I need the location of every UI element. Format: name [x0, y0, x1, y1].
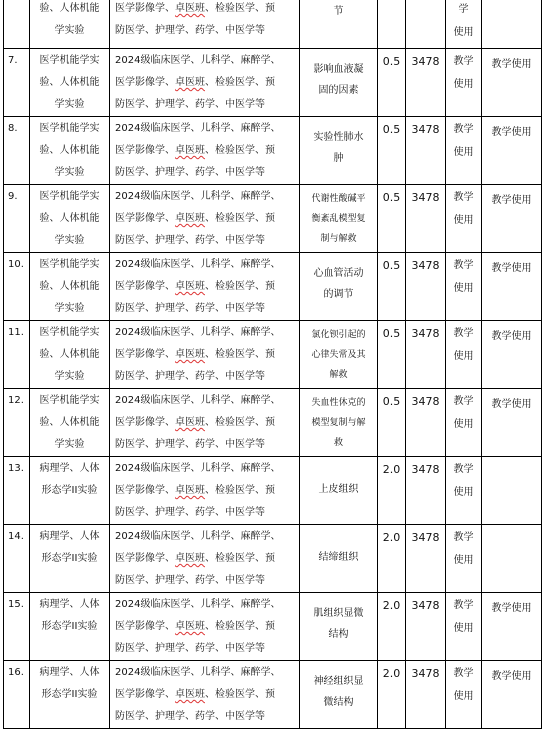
type-line: 使用: [453, 555, 474, 566]
major-line: 医学影像学、卓医班、检验医学、预: [115, 145, 275, 156]
table-row: [4, 49, 542, 117]
hours-cell: [378, 185, 406, 253]
course-line: 验、人体机能: [39, 281, 100, 292]
type-cell: [446, 253, 482, 321]
course-line: 学实验: [54, 25, 85, 36]
type-cell: [446, 593, 482, 661]
type-line: 教学: [453, 600, 474, 611]
major-line: 防医学、护理学、药学、中医学等: [115, 643, 265, 654]
hours-cell: [378, 49, 406, 117]
row-number: 10.: [8, 259, 24, 270]
code-value: 3478: [411, 667, 440, 680]
major-cell: [110, 661, 300, 729]
topic-line: 结构: [328, 629, 349, 640]
major-line: 防医学、护理学、药学、中医学等: [115, 711, 265, 722]
course-line: 医学机能学实: [39, 55, 100, 66]
major-line: 防医学、护理学、药学、中医学等: [115, 507, 265, 518]
course-cell: [30, 661, 110, 729]
hours-value: 2.0: [382, 599, 401, 612]
hours-cell: [378, 457, 406, 525]
type-line: 教学: [453, 328, 474, 339]
hours-cell: [378, 389, 406, 457]
major-line: 防医学、护理学、药学、中医学等: [115, 167, 265, 178]
code-value: 3478: [411, 191, 440, 204]
major-cell: [110, 253, 300, 321]
code-value: 3478: [411, 463, 440, 476]
use-value: 教学使用: [491, 263, 532, 274]
topic-cell: [300, 593, 378, 661]
course-line: 病理学、人体: [39, 599, 100, 610]
type-line: 教学: [453, 124, 474, 135]
type-cell: [446, 49, 482, 117]
type-cell: [446, 117, 482, 185]
major-cell: [110, 117, 300, 185]
use-value: 教学使用: [491, 127, 532, 138]
major-line: 防医学、护理学、药学、中医学等: [115, 575, 265, 586]
topic-line: 心律失常及其: [311, 350, 366, 360]
hours-cell: [378, 525, 406, 593]
topic-cell: [300, 525, 378, 593]
course-line: 形态学II实验: [41, 485, 98, 496]
code-cell: [406, 593, 446, 661]
hours-cell: [378, 321, 406, 389]
type-line: 使用: [453, 79, 474, 90]
course-line: 形态学II实验: [41, 553, 98, 564]
type-line: 教学: [453, 396, 474, 407]
type-line: 使用: [453, 623, 474, 634]
topic-line: 固的因素: [318, 85, 359, 96]
hours-value: 0.5: [382, 395, 401, 408]
major-line: 医学影像学、卓医班、检验医学、预: [115, 689, 275, 700]
row-number-cell: [4, 389, 30, 457]
type-line: 教学: [453, 56, 474, 67]
type-line: 使用: [453, 283, 474, 294]
type-cell: [446, 0, 482, 49]
major-line: 2024级临床医学、儿科学、麻醉学、: [115, 463, 281, 474]
hours-cell: [378, 253, 406, 321]
code-cell: [406, 117, 446, 185]
code-value: 3478: [411, 259, 440, 272]
table-body: [4, 0, 542, 729]
use-cell: [482, 117, 542, 185]
hours-value: 0.5: [382, 259, 401, 272]
hours-value: 2.0: [382, 531, 401, 544]
topic-line: 影响血液凝: [313, 64, 364, 75]
row-number-cell: [4, 321, 30, 389]
row-number: 15.: [8, 599, 24, 610]
major-line: 防医学、护理学、药学、中医学等: [115, 25, 265, 36]
row-number-cell: [4, 253, 30, 321]
course-cell: [30, 185, 110, 253]
type-line: 使用: [453, 419, 474, 430]
table-row: [4, 185, 542, 253]
topic-line: 结缔组织: [318, 552, 359, 563]
course-line: 学实验: [54, 371, 85, 382]
code-cell: [406, 49, 446, 117]
row-number-cell: [4, 185, 30, 253]
hours-value: 0.5: [382, 55, 401, 68]
major-line: 防医学、护理学、药学、中医学等: [115, 99, 265, 110]
course-cell: [30, 253, 110, 321]
row-number-cell: [4, 457, 30, 525]
use-cell: [482, 661, 542, 729]
hours-value: 2.0: [382, 667, 401, 680]
topic-line: 的调节: [323, 289, 354, 300]
course-cell: [30, 389, 110, 457]
topic-cell: [300, 661, 378, 729]
topic-line: 救: [333, 438, 343, 448]
type-cell: [446, 661, 482, 729]
table-row: [4, 389, 542, 457]
code-value: 3478: [411, 531, 440, 544]
code-cell: [406, 457, 446, 525]
major-line: 医学影像学、卓医班、检验医学、预: [115, 349, 275, 360]
major-cell: [110, 525, 300, 593]
type-cell: [446, 525, 482, 593]
topic-line: 节: [333, 6, 344, 17]
major-line: 2024级临床医学、儿科学、麻醉学、: [115, 531, 281, 542]
course-line: 验、人体机能: [39, 213, 100, 224]
code-value: 3478: [411, 55, 440, 68]
topic-line: 肿: [333, 153, 344, 164]
topic-cell: [300, 0, 378, 49]
type-cell: [446, 321, 482, 389]
code-cell: [406, 321, 446, 389]
row-number: 7.: [8, 55, 18, 66]
type-cell: [446, 389, 482, 457]
row-number: 11.: [8, 327, 24, 338]
table-row: [4, 0, 542, 49]
type-line: 使用: [453, 27, 474, 38]
row-number-cell: [4, 593, 30, 661]
course-line: 医学机能学实: [39, 395, 100, 406]
code-value: 3478: [411, 327, 440, 340]
row-number: 16.: [8, 667, 24, 678]
row-number-cell: [4, 0, 30, 49]
major-cell: [110, 0, 300, 49]
row-number-cell: [4, 525, 30, 593]
major-cell: [110, 321, 300, 389]
topic-cell: [300, 389, 378, 457]
course-cell: [30, 49, 110, 117]
row-number: 12.: [8, 395, 24, 406]
use-cell: [482, 185, 542, 253]
course-line: 学实验: [54, 235, 85, 246]
code-cell: [406, 0, 446, 49]
course-line: 学实验: [54, 303, 85, 314]
course-line: 学实验: [54, 99, 85, 110]
course-line: 验、人体机能: [39, 77, 100, 88]
major-line: 医学影像学、卓医班、检验医学、预: [115, 621, 275, 632]
use-value: 教学使用: [491, 195, 532, 206]
course-line: 病理学、人体: [39, 463, 100, 474]
topic-cell: [300, 117, 378, 185]
use-value: 教学使用: [491, 399, 532, 410]
code-cell: [406, 389, 446, 457]
major-line: 2024级临床医学、儿科学、麻醉学、: [115, 599, 281, 610]
hours-value: 0.5: [382, 327, 401, 340]
type-line: 使用: [453, 147, 474, 158]
major-line: 医学影像学、卓医班、检验医学、预: [115, 553, 275, 564]
major-line: 2024级临床医学、儿科学、麻醉学、: [115, 123, 281, 134]
use-cell: [482, 49, 542, 117]
major-line: 防医学、护理学、药学、中医学等: [115, 235, 265, 246]
course-line: 形态学II实验: [41, 621, 98, 632]
major-line: 2024级临床医学、儿科学、麻醉学、: [115, 327, 281, 338]
type-line: 使用: [453, 487, 474, 498]
code-value: 3478: [411, 599, 440, 612]
row-number: 14.: [8, 531, 24, 542]
major-line: 2024级临床医学、儿科学、麻醉学、: [115, 667, 281, 678]
type-line: 使用: [453, 691, 474, 702]
use-value: 教学使用: [491, 331, 532, 342]
use-cell: [482, 593, 542, 661]
type-line: 教学: [453, 668, 474, 679]
major-line: 医学影像学、卓医班、检验医学、预: [115, 281, 275, 292]
type-line: 教学: [453, 260, 474, 271]
major-line: 防医学、护理学、药学、中医学等: [115, 303, 265, 314]
topic-line: 代谢性酸碱平: [311, 194, 366, 204]
topic-line: 上皮组织: [318, 484, 359, 495]
type-line: 教学: [453, 532, 474, 543]
major-cell: [110, 389, 300, 457]
topic-line: 微结构: [323, 697, 354, 708]
topic-line: 心血管活动: [313, 268, 364, 279]
type-line: 教学: [453, 192, 474, 203]
course-line: 验、人体机能: [39, 145, 100, 156]
table-row: [4, 117, 542, 185]
major-line: 2024级临床医学、儿科学、麻醉学、: [115, 55, 281, 66]
course-schedule-table: [3, 0, 542, 729]
hours-cell: [378, 0, 406, 49]
table-row: [4, 253, 542, 321]
code-cell: [406, 661, 446, 729]
major-line: 医学影像学、卓医班、检验医学、预: [115, 417, 275, 428]
row-number-cell: [4, 49, 30, 117]
type-cell: [446, 457, 482, 525]
course-line: 医学机能学实: [39, 327, 100, 338]
topic-line: 失血性休克的: [311, 398, 366, 408]
use-cell: [482, 457, 542, 525]
row-number-cell: [4, 661, 30, 729]
code-cell: [406, 253, 446, 321]
table-row: [4, 593, 542, 661]
row-number: 8.: [8, 123, 18, 134]
course-line: 医学机能学实: [39, 259, 100, 270]
use-cell: [482, 389, 542, 457]
topic-line: 肌组织显微: [313, 608, 364, 619]
course-line: 医学机能学实: [39, 123, 100, 134]
course-line: 学实验: [54, 167, 85, 178]
code-cell: [406, 185, 446, 253]
table-row: [4, 457, 542, 525]
code-cell: [406, 525, 446, 593]
major-cell: [110, 185, 300, 253]
topic-line: 模型复制与解: [311, 418, 366, 428]
topic-cell: [300, 457, 378, 525]
use-value: 教学使用: [491, 671, 532, 682]
topic-line: 制与解救: [320, 234, 357, 244]
major-line: 医学影像学、卓医班、检验医学、预: [115, 3, 275, 14]
major-line: 2024级临床医学、儿科学、麻醉学、: [115, 191, 281, 202]
course-line: 验、人体机能: [39, 349, 100, 360]
use-cell: [482, 321, 542, 389]
type-line: 教学: [453, 464, 474, 475]
code-value: 3478: [411, 395, 440, 408]
course-line: 医学机能学实: [39, 191, 100, 202]
hours-cell: [378, 593, 406, 661]
row-number: 9.: [8, 191, 18, 202]
topic-cell: [300, 321, 378, 389]
code-value: 3478: [411, 123, 440, 136]
type-cell: [446, 185, 482, 253]
course-cell: [30, 525, 110, 593]
course-line: 病理学、人体: [39, 531, 100, 542]
topic-line: 衡紊乱模型复: [311, 214, 366, 224]
row-number-cell: [4, 117, 30, 185]
major-line: 2024级临床医学、儿科学、麻醉学、: [115, 395, 281, 406]
row-number: 13.: [8, 463, 24, 474]
use-cell: [482, 253, 542, 321]
topic-cell: [300, 49, 378, 117]
table-row: [4, 661, 542, 729]
hours-value: 0.5: [382, 123, 401, 136]
course-cell: [30, 321, 110, 389]
table-row: [4, 321, 542, 389]
use-value: 教学使用: [491, 603, 532, 614]
major-line: 防医学、护理学、药学、中医学等: [115, 371, 265, 382]
course-line: 验、人体机能: [39, 417, 100, 428]
major-line: 医学影像学、卓医班、检验医学、预: [115, 77, 275, 88]
major-line: 医学影像学、卓医班、检验医学、预: [115, 213, 275, 224]
use-value: 教学使用: [491, 59, 532, 70]
course-line: 形态学II实验: [41, 689, 98, 700]
course-cell: [30, 593, 110, 661]
topic-line: 实验性肺水: [313, 132, 364, 143]
course-cell: [30, 457, 110, 525]
course-line: 学实验: [54, 439, 85, 450]
topic-line: 神经组织显: [313, 676, 364, 687]
major-cell: [110, 49, 300, 117]
hours-cell: [378, 661, 406, 729]
use-cell: [482, 525, 542, 593]
major-cell: [110, 593, 300, 661]
topic-line: 氯化钡引起的: [311, 330, 366, 340]
topic-cell: [300, 185, 378, 253]
course-line: 病理学、人体: [39, 667, 100, 678]
course-line: 验、人体机能: [39, 3, 100, 14]
topic-cell: [300, 253, 378, 321]
major-line: 防医学、护理学、药学、中医学等: [115, 439, 265, 450]
table-row: [4, 525, 542, 593]
type-line: 使用: [453, 215, 474, 226]
course-cell: [30, 0, 110, 49]
major-line: 2024级临床医学、儿科学、麻醉学、: [115, 259, 281, 270]
hours-cell: [378, 117, 406, 185]
hours-value: 0.5: [382, 191, 401, 204]
topic-line: 解救: [329, 370, 348, 380]
course-cell: [30, 117, 110, 185]
major-line: 医学影像学、卓医班、检验医学、预: [115, 485, 275, 496]
hours-value: 2.0: [382, 463, 401, 476]
type-line: 使用: [453, 351, 474, 362]
type-line: 学: [458, 4, 469, 15]
use-cell: [482, 0, 542, 49]
major-cell: [110, 457, 300, 525]
